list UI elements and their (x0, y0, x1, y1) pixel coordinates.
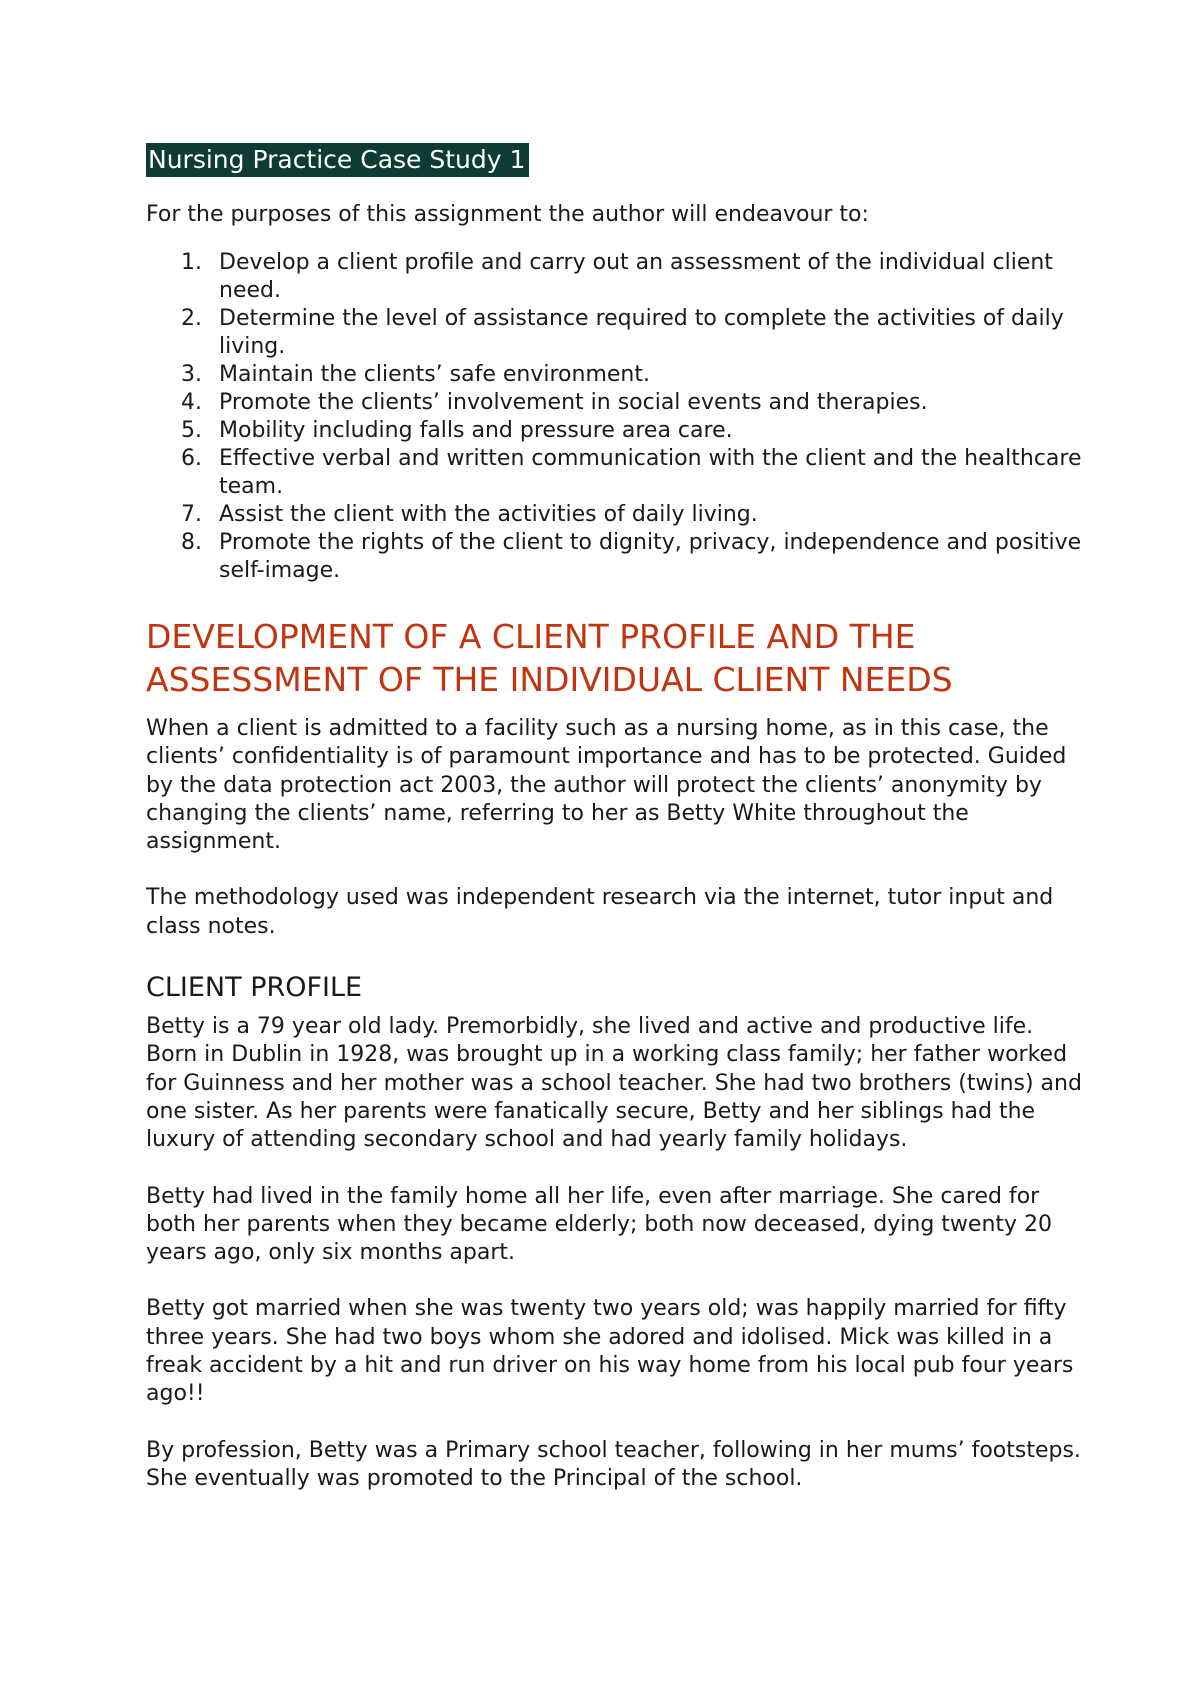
profile-paragraph: By profession, Betty was a Primary school teacher, following in her mums’ footsteps. She eventually was promoted to the Principal of the school. (146, 1437, 1081, 1491)
list-item-number: 6. (181, 446, 202, 471)
title-block (146, 143, 1086, 179)
list-item-text: Effective verbal and written communication with the client and the healthcare team. (219, 446, 1082, 499)
objectives-list (146, 249, 1086, 585)
section-paragraph: The methodology used was independent research via the internet, tutor input and class notes. (146, 885, 1054, 939)
list-item-number: 7. (181, 502, 202, 527)
list-item-text: Promote the clients’ involvement in social events and therapies. (219, 390, 928, 415)
list-item (146, 389, 1086, 417)
profile-paragraph: Betty is a 79 year old lady. Premorbidly, she lived and active and productive life. Born in Dublin in 1928, was brought up in a working class family; her father worked for Guinness and her mother was a school teacher. She had two brothers (twins) and one sister. As her parents were fanatically secure, Betty and her siblings had the luxury of attending secondary school and had yearly family holidays. (146, 1014, 1082, 1153)
list-item-number: 1. (181, 250, 202, 275)
list-item-number: 2. (181, 306, 202, 331)
list-item (146, 305, 1086, 361)
list-item (146, 417, 1086, 445)
list-item (146, 529, 1086, 585)
profile-paragraph: Betty got married when she was twenty two years old; was happily married for fifty three years. She had two boys whom she adored and idolised. Mick was killed in a freak accident by a hit and run driver on his way home from his local pub four years ago!! (146, 1296, 1074, 1407)
document-title: Nursing Practice Case Study 1 (146, 143, 529, 177)
list-item (146, 361, 1086, 389)
list-item (146, 501, 1086, 529)
list-item-number: 3. (181, 362, 202, 387)
client-profile-heading: CLIENT PROFILE (146, 972, 363, 1004)
list-item (146, 249, 1086, 305)
list-item-text: Assist the client with the activities of daily living. (219, 502, 758, 527)
list-item-number: 4. (181, 390, 202, 415)
list-item-text: Mobility including falls and pressure area care. (219, 418, 733, 443)
profile-paragraph: Betty had lived in the family home all her life, even after marriage. She cared for both her parents when they became elderly; both now deceased, dying twenty 20 years ago, only six months apart. (146, 1183, 1053, 1266)
list-item-number: 5. (181, 418, 202, 443)
section-paragraph: When a client is admitted to a facility such as a nursing home, as in this case, the clients’ confidentiality is of paramount importance and has to be protected. Guided by the data protection act 2003, the author will protect the clients’ anonymity by changing the clients’ name, referring to her as Betty White throughout the assignment. (146, 716, 1067, 855)
list-item-text: Determine the level of assistance required to complete the activities of daily living. (219, 306, 1064, 359)
section-heading: DEVELOPMENT OF A CLIENT PROFILE AND THE ASSESSMENT OF THE INDIVIDUAL CLIENT NEEDS (146, 617, 953, 699)
intro-paragraph: For the purposes of this assignment the author will endeavour to: (146, 202, 869, 227)
list-item-number: 8. (181, 530, 202, 555)
list-item-text: Maintain the clients’ safe environment. (219, 362, 650, 387)
list-item (146, 445, 1086, 501)
list-item-text: Develop a client profile and carry out an assessment of the individual client need. (219, 250, 1053, 303)
document-page (146, 143, 1086, 1493)
list-item-text: Promote the rights of the client to dignity, privacy, independence and positive self-image. (219, 530, 1082, 583)
